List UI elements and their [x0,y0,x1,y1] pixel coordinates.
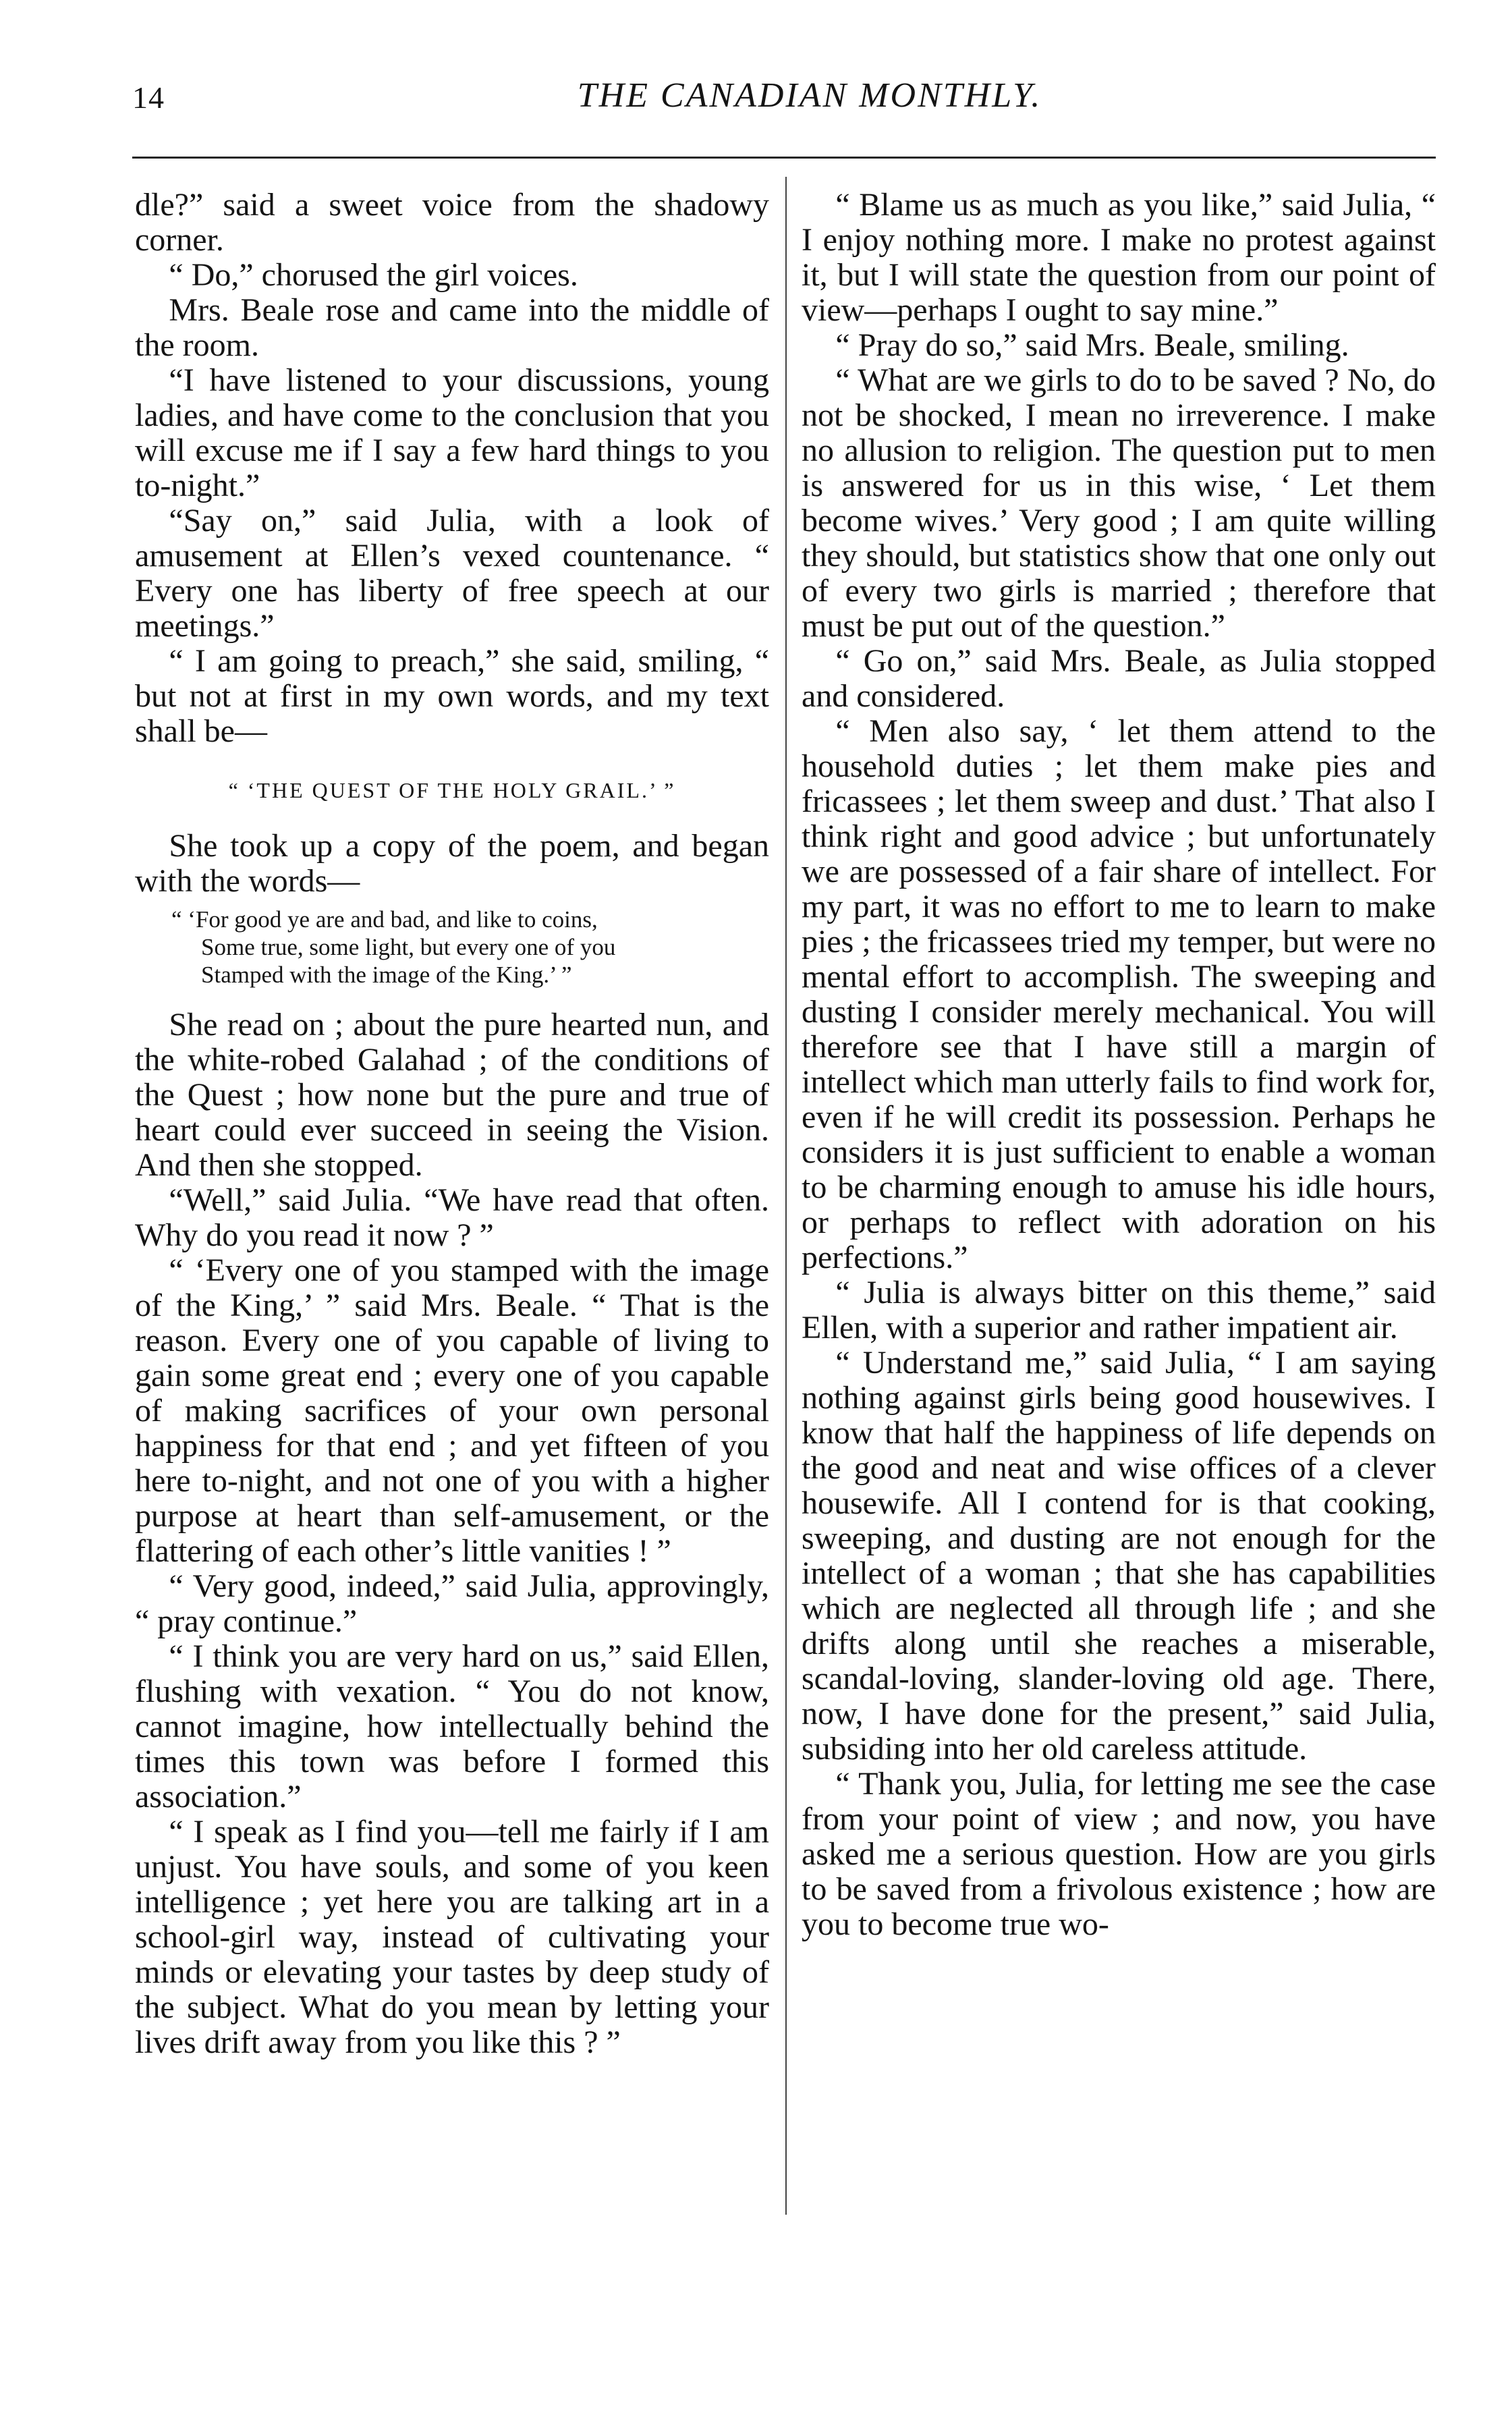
paragraph: “ Very good, indeed,” said Julia, approvingly, “ pray continue.” [135,1568,769,1639]
paragraph: “ Do,” chorused the girl voices. [169,257,578,293]
paragraph: “ ‘Every one of you stamped with the image of the King,’ ” said Mrs. Beale. “ That is the reason. Every one of you capable of living to gain some great end ; every one of you capable of making sacrifices of your own personal happiness for that end ; and yet fifteen of you here to-night, and not one of you with a higher purpose at heart than self-amusement, or the flattering of each other’s little vanities ! ” [135,1252,769,1569]
poem-line: Some true, some light, but every one of you [201,934,616,960]
quoted-title: “ ‘THE QUEST OF THE HOLY GRAIL.’ ” [228,778,676,802]
column-divider [785,177,787,2215]
paragraph: “Say on,” said Julia, with a look of amusement at Ellen’s vexed countenance. “ Every one has liberty of free speech at our meetings.” [135,503,769,644]
running-head: THE CANADIAN MONTHLY. [577,76,1042,115]
paragraph: dle?” said a sweet voice from the shadowy corner. [135,187,769,258]
paragraph: “ Julia is always bitter on this theme,” said Ellen, with a superior and rather impatient air. [802,1275,1436,1346]
paragraph: “ Men also say, ‘ let them attend to the household duties ; let them make pies and fricassees ; let them sweep and dust.’ That also I think right and good advice ; but unfortunately we are possessed of a fair share of intellect. For my part, it was no effort to me to learn to make pies ; the fricassees tried my temper, but were no mental effort to accomplish. The sweeping and dusting I consider merely mechanical. You will therefore see that I have still a margin of intellect which man utterly fails to find work for, even if he will credit its possession. Perhaps he considers it is just sufficient to enable a woman to be charming enough to amuse his idle hours, or perhaps to reflect with adoration on his perfections.” [802,713,1436,1275]
paragraph: Mrs. Beale rose and came into the middle of the room. [135,292,769,363]
poem-line: “ ‘For good ye are and bad, and like to coins, [171,906,598,933]
paragraph: She took up a copy of the poem, and began with the words— [135,828,769,899]
paragraph: “ Understand me,” said Julia, “ I am saying nothing against girls being good housewives. I know that half the happiness of life depends on the good and neat and wise offices of a clever housewife. All I contend for is that cooking, sweeping, and dusting are not enough for the intellect of a woman ; that she has capabilities which are neglected all through life ; and she drifts along until she reaches a miserable, scandal-loving, slander-loving old age. There, now, I have done for the present,” said Julia, subsiding into her old careless attitude. [802,1345,1436,1767]
paragraph: “ I speak as I find you—tell me fairly if I am unjust. You have souls, and some of you keen intelligence ; yet here you are talking art in a school-girl way, instead of cultivating your minds or elevating your tastes by deep study of the subject. What do you mean by letting your lives drift away from you like this ? ” [135,1814,769,2060]
paragraph: She read on ; about the pure hearted nun, and the white-robed Galahad ; of the conditions of the Quest ; how none but the pure and true of heart could ever succeed in seeing the Vision. And then she stopped. [135,1007,769,1183]
paragraph: “Well,” said Julia. “We have read that often. Why do you read it now ? ” [135,1182,769,1253]
poem-quotation [171,906,769,989]
right-column [802,188,1436,1942]
paragraph: “ Thank you, Julia, for letting me see the case from your point of view ; and now, you have asked me a serious question. How are you girls to be saved from a frivolous existence ; how are you to become true wo- [802,1766,1436,1942]
paragraph: “ Blame us as much as you like,” said Julia, “ I enjoy nothing more. I make no protest against it, but I will state the question from our point of view—perhaps I ought to say mine.” [802,187,1436,328]
page-number: 14 [132,80,165,115]
poem-line: Stamped with the image of the King.’ ” [201,962,572,988]
paragraph: “ Pray do so,” said Mrs. Beale, smiling. [835,327,1349,363]
paragraph: “ I think you are very hard on us,” said Ellen, flushing with vexation. “ You do not know, cannot imagine, how intellectually behind the times this town was before I formed this association.” [135,1638,769,1815]
header-rule [132,157,1436,159]
paragraph: “ What are we girls to do to be saved ? No, do not be shocked, I mean no irreverence. I make no allusion to religion. The question put to men is answered for us in this wise, ‘ Let them become wives.’ Very good ; I am quite willing they should, but statistics show that one only out of every two girls is married ; therefore that must be put out of the question.” [802,362,1436,644]
paragraph: “I have listened to your discussions, young ladies, and have come to the conclusion that you will excuse me if I say a few hard things to you to-night.” [135,362,769,503]
paragraph: “ Go on,” said Mrs. Beale, as Julia stopped and considered. [802,643,1436,714]
paragraph: “ I am going to preach,” she said, smiling, “ but not at first in my own words, and my text shall be— [135,643,769,749]
left-column [135,188,769,2060]
